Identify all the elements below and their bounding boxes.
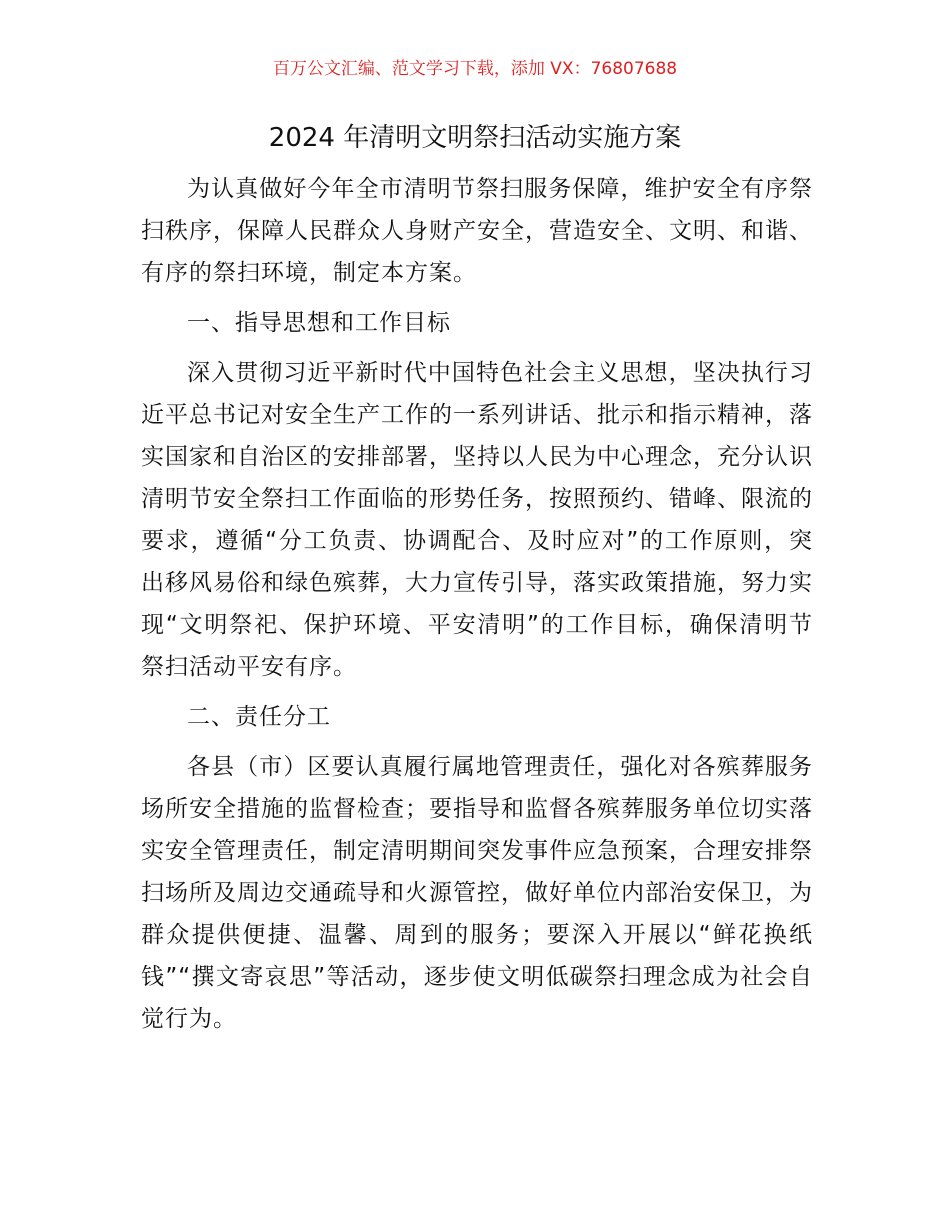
section-2-paragraph: 各县（市）区要认真履行属地管理责任，强化对各殡葬服务场所安全措施的监督检查；要指导和监督各殡葬服务单位切实落实安全管理责任，制定清明期间突发事件应急预案，合理安排祭扫场所及周边交通疏导和火源管控，做好单位内部治安保卫，为群众提供便捷、温馨、周到的服务；要深入开展以“鲜花换纸钱”“撰文寄哀思”等活动，逐步使文明低碳祭扫理念成为社会自觉行为。 (141, 754, 813, 1032)
header-banner: 百万公文汇编、范文学习下载，添加 VX：76807688 (272, 59, 678, 79)
section-1-paragraph: 深入贯彻习近平新时代中国特色社会主义思想，坚决执行习近平总书记对安全生产工作的一系列讲话、批示和指示精神，落实国家和自治区的安排部署，坚持以人民为中心理念，充分认识清明节安全祭扫工作面临的形势任务，按照预约、错峰、限流的要求，遵循“分工负责、协调配合、及时应对”的工作原则，突出移风易俗和绿色殡葬，大力宣传引导，落实政策措施，努力实现“文明祭祀、保护环境、平安清明”的工作目标，确保清明节祭扫活动平安有序。 (141, 360, 813, 680)
intro-paragraph: 为认真做好今年全市清明节祭扫服务保障，维护安全有序祭扫秩序，保障人民群众人身财产安全，营造安全、文明、和谐、有序的祭扫环境，制定本方案。 (141, 176, 813, 286)
section-heading-1: 一、指导思想和工作目标 (187, 310, 451, 336)
document-title: 2024 年清明文明祭扫活动实施方案 (268, 123, 682, 153)
document-body (141, 168, 813, 1048)
section-heading-2: 二、责任分工 (187, 704, 331, 730)
